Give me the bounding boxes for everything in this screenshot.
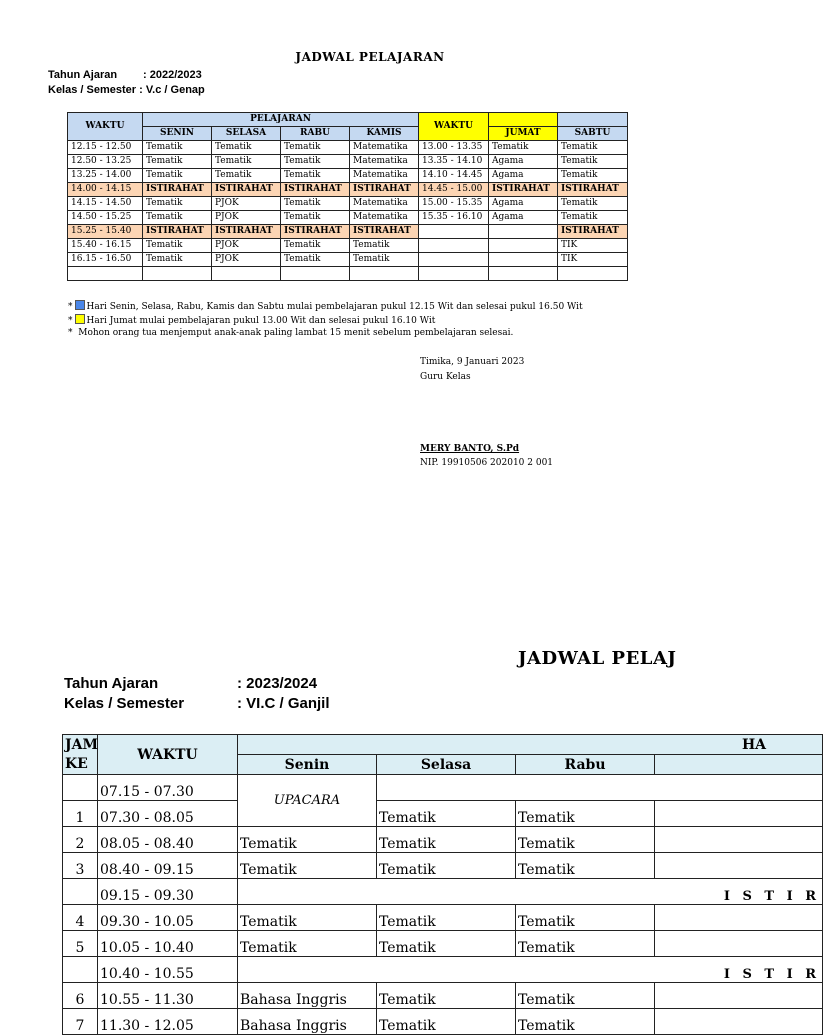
jam-ke-cell	[63, 775, 98, 801]
schedule-cell: Agama	[489, 197, 558, 211]
header-waktu: WAKTU	[68, 113, 143, 141]
schedule-cell	[558, 267, 628, 281]
schedule-row-2	[63, 905, 823, 931]
schedule-row	[68, 239, 628, 253]
note-2-text: Hari Jumat mulai pembelajaran pukul 13.00 Wit dan selesai pukul 16.10 Wit	[86, 316, 436, 326]
schedule-cell: PJOK	[212, 197, 281, 211]
schedule-cell: 13.35 - 14.10	[419, 155, 489, 169]
waktu-cell: 09.15 - 09.30	[98, 879, 238, 905]
note-3	[68, 328, 513, 338]
schedule-cell: Tematik	[558, 141, 628, 155]
schedule-cell: Tematik	[143, 155, 212, 169]
schedule-cell: 15.00 - 15.35	[419, 197, 489, 211]
rabu-cell: Tematik	[516, 931, 655, 957]
header-pelajaran: PELAJARAN	[143, 113, 419, 127]
schedule-cell	[489, 253, 558, 267]
selasa-cell: Tematik	[377, 853, 516, 879]
jam-ke-cell: 3	[63, 853, 98, 879]
schedule-cell: Tematik	[281, 211, 350, 225]
jam-ke-cell: 2	[63, 827, 98, 853]
waktu-cell: 11.30 - 12.05	[98, 1009, 238, 1035]
schedule-row-2	[63, 931, 823, 957]
schedule-cell	[212, 267, 281, 281]
schedule-cell: Matematika	[350, 155, 419, 169]
senin-cell: Bahasa Inggris	[238, 983, 377, 1009]
schedule-cell: 12.15 - 12.50	[68, 141, 143, 155]
header-hari: HA	[238, 735, 823, 755]
header-jam-ke: JAM KE	[63, 735, 98, 775]
schedule-row	[68, 267, 628, 281]
jam-ke-cell: 5	[63, 931, 98, 957]
place-date: Timika, 9 Januari 2023	[420, 357, 525, 367]
schedule-cell: 14.15 - 14.50	[68, 197, 143, 211]
schedule-cell	[419, 253, 489, 267]
schedule-cell: 15.40 - 16.15	[68, 239, 143, 253]
kamis-cell	[655, 801, 823, 827]
schedule-cell: Tematik	[489, 141, 558, 155]
header-waktu-jumat: WAKTU	[419, 113, 489, 141]
schedule-cell: ISTIRAHAT	[350, 183, 419, 197]
schedule-cell: Tematik	[558, 197, 628, 211]
schedule-cell: Tematik	[143, 211, 212, 225]
schedule-table-body	[68, 141, 628, 281]
schedule-cell: Tematik	[350, 239, 419, 253]
teacher-name: MERY BANTO, S.Pd	[420, 444, 520, 454]
rabu-cell: Tematik	[516, 801, 655, 827]
schedule-cell: ISTIRAHAT	[350, 225, 419, 239]
note-2	[68, 314, 435, 326]
schedule-row-2	[63, 983, 823, 1009]
schedule-table-2	[62, 734, 823, 1035]
waktu-cell: 08.05 - 08.40	[98, 827, 238, 853]
class-semester-label-2: Kelas / Semester	[64, 695, 185, 712]
header-jumat-top	[489, 113, 558, 127]
schedule-cell	[419, 225, 489, 239]
schedule-row-2	[63, 1009, 823, 1035]
rabu-cell: Tematik	[516, 983, 655, 1009]
schedule-cell: ISTIRAHAT	[212, 225, 281, 239]
schedule-cell: Matematika	[350, 197, 419, 211]
header-kamis-2	[655, 755, 823, 775]
academic-year-value-2: : 2023/2024	[237, 675, 318, 692]
schedule-cell: ISTIRAHAT	[281, 183, 350, 197]
jam-ke-cell	[63, 957, 98, 983]
schedule-cell: 14.10 - 14.45	[419, 169, 489, 183]
schedule-row-2	[63, 801, 823, 827]
schedule-cell: Tematik	[212, 141, 281, 155]
schedule-table-2-body	[63, 775, 823, 1035]
kamis-cell	[655, 905, 823, 931]
selasa-cell: Tematik	[377, 801, 516, 827]
schedule-cell	[419, 239, 489, 253]
header-rabu-2: Rabu	[516, 755, 655, 775]
schedule-row	[68, 155, 628, 169]
schedule-cell: Agama	[489, 211, 558, 225]
schedule-cell: Tematik	[558, 211, 628, 225]
schedule-row-2	[63, 775, 823, 801]
rabu-cell: Tematik	[516, 1009, 655, 1035]
schedule-cell	[281, 267, 350, 281]
waktu-cell: 09.30 - 10.05	[98, 905, 238, 931]
waktu-cell: 10.40 - 10.55	[98, 957, 238, 983]
schedule-cell: TIK	[558, 253, 628, 267]
senin-cell: Tematik	[238, 853, 377, 879]
selasa-cell: Tematik	[377, 827, 516, 853]
schedule-cell: 16.15 - 16.50	[68, 253, 143, 267]
schedule-cell: Tematik	[143, 239, 212, 253]
schedule-cell: Tematik	[212, 155, 281, 169]
schedule-cell: Tematik	[143, 169, 212, 183]
jam-ke-cell	[63, 879, 98, 905]
jam-ke-cell: 1	[63, 801, 98, 827]
waktu-cell: 10.55 - 11.30	[98, 983, 238, 1009]
rabu-cell: Tematik	[516, 853, 655, 879]
schedule-cell	[489, 225, 558, 239]
jam-ke-cell: 7	[63, 1009, 98, 1035]
note-1-text: Hari Senin, Selasa, Rabu, Kamis dan Sabtu mulai pembelajaran pukul 12.15 Wit dan selesai pukul 16.50 Wit	[86, 302, 583, 312]
schedule-cell: Tematik	[558, 155, 628, 169]
note-3-text: Mohon orang tua menjemput anak-anak paling lambat 15 menit sebelum pembelajaran selesai.	[78, 328, 514, 338]
schedule-cell: ISTIRAHAT	[281, 225, 350, 239]
waktu-cell: 08.40 - 09.15	[98, 853, 238, 879]
schedule-cell: ISTIRAHAT	[143, 225, 212, 239]
schedule-cell: 15.25 - 15.40	[68, 225, 143, 239]
schedule-cell	[68, 267, 143, 281]
schedule-cell: Tematik	[281, 253, 350, 267]
schedule-cell: 14.00 - 14.15	[68, 183, 143, 197]
schedule-cell: Tematik	[281, 141, 350, 155]
selasa-cell: Tematik	[377, 1009, 516, 1035]
schedule-cell	[350, 267, 419, 281]
istirahat-cell: I S T I R	[238, 957, 823, 983]
schedule-cell: Tematik	[281, 169, 350, 183]
upacara-cell: UPACARA	[238, 775, 377, 827]
selasa-cell: Tematik	[377, 983, 516, 1009]
class-semester	[48, 84, 205, 96]
selasa-cell: Tematik	[377, 905, 516, 931]
header-sabtu-top	[558, 113, 628, 127]
schedule-cell: ISTIRAHAT	[489, 183, 558, 197]
class-semester-value: : V.c / Genap	[139, 84, 205, 96]
schedule-row	[68, 211, 628, 225]
schedule-cell: Tematik	[143, 141, 212, 155]
teacher-nip: NIP. 19910506 202010 2 001	[420, 458, 554, 468]
jam-ke-cell: 4	[63, 905, 98, 931]
schedule-cell: Tematik	[350, 253, 419, 267]
schedule-cell: Tematik	[212, 169, 281, 183]
senin-cell: Tematik	[238, 931, 377, 957]
academic-year-label-2: Tahun Ajaran	[64, 675, 159, 692]
academic-year-label: Tahun Ajaran	[48, 69, 118, 81]
rabu-cell: Tematik	[516, 905, 655, 931]
note-star: *	[68, 316, 73, 326]
schedule-cell: PJOK	[212, 211, 281, 225]
schedule-cell: Matematika	[350, 141, 419, 155]
schedule-cell: Tematik	[143, 197, 212, 211]
jam-ke-cell: 6	[63, 983, 98, 1009]
schedule-cell	[489, 267, 558, 281]
schedule-cell: ISTIRAHAT	[143, 183, 212, 197]
schedule-row-2	[63, 957, 823, 983]
note-1	[68, 300, 583, 312]
schedule-title: JADWAL PELAJARAN	[295, 50, 445, 64]
schedule-row-2	[63, 827, 823, 853]
schedule-cell: Tematik	[281, 197, 350, 211]
class-semester-2	[64, 695, 330, 712]
schedule-cell: Matematika	[350, 211, 419, 225]
schedule-row	[68, 169, 628, 183]
schedule-row-2	[63, 853, 823, 879]
academic-year	[48, 69, 202, 81]
header-jumat: JUMAT	[489, 127, 558, 141]
class-semester-value-2: : VI.C / Ganjil	[237, 695, 330, 712]
schedule-cell: TIK	[558, 239, 628, 253]
kamis-cell	[655, 1009, 823, 1035]
schedule-cell: 13.25 - 14.00	[68, 169, 143, 183]
schedule-title-2: JADWAL PELAJ	[518, 648, 677, 669]
senin-cell: Tematik	[238, 905, 377, 931]
senin-cell: Tematik	[238, 827, 377, 853]
schedule-cell: Agama	[489, 155, 558, 169]
schedule-cell: Tematik	[281, 155, 350, 169]
schedule-cell: PJOK	[212, 239, 281, 253]
header-waktu-2: WAKTU	[98, 735, 238, 775]
istirahat-cell: I S T I R	[238, 879, 823, 905]
note-star: *	[68, 302, 73, 312]
header-rabu: RABU	[281, 127, 350, 141]
header-kamis: KAMIS	[350, 127, 419, 141]
rabu-cell: Tematik	[516, 827, 655, 853]
class-semester-label: Kelas / Semester	[48, 84, 137, 96]
schedule-row	[68, 183, 628, 197]
schedule-table	[67, 112, 628, 281]
header-selasa-2: Selasa	[377, 755, 516, 775]
schedule-row	[68, 141, 628, 155]
kamis-cell	[655, 931, 823, 957]
schedule-row	[68, 253, 628, 267]
schedule-cell: Matematika	[350, 169, 419, 183]
waktu-cell: 07.15 - 07.30	[98, 775, 238, 801]
role: Guru Kelas	[420, 372, 471, 382]
schedule-cell	[143, 267, 212, 281]
academic-year-value: : 2022/2023	[143, 69, 202, 81]
blue-legend-square-icon	[75, 300, 85, 310]
schedule-cell: Tematik	[558, 169, 628, 183]
selasa-cell: Tematik	[377, 931, 516, 957]
kamis-cell	[655, 983, 823, 1009]
schedule-cell: 14.50 - 15.25	[68, 211, 143, 225]
schedule-table-2-viewport	[62, 734, 821, 1034]
header-senin-2: Senin	[238, 755, 377, 775]
schedule-cell: 14.45 - 15.00	[419, 183, 489, 197]
schedule-cell: 13.00 - 13.35	[419, 141, 489, 155]
schedule-cell: PJOK	[212, 253, 281, 267]
schedule-cell: 12.50 - 13.25	[68, 155, 143, 169]
schedule-cell: ISTIRAHAT	[558, 183, 628, 197]
senin-cell: Bahasa Inggris	[238, 1009, 377, 1035]
yellow-legend-square-icon	[75, 314, 85, 324]
schedule-row	[68, 225, 628, 239]
schedule-cell: Agama	[489, 169, 558, 183]
kamis-cell	[655, 853, 823, 879]
kamis-cell	[655, 827, 823, 853]
waktu-cell: 07.30 - 08.05	[98, 801, 238, 827]
schedule-cell	[419, 267, 489, 281]
header-senin: SENIN	[143, 127, 212, 141]
schedule-cell: Tematik	[143, 253, 212, 267]
note-star: *	[68, 328, 73, 338]
header-selasa: SELASA	[212, 127, 281, 141]
schedule-cell: 15.35 - 16.10	[419, 211, 489, 225]
empty-cell	[377, 775, 823, 801]
schedule-row	[68, 197, 628, 211]
schedule-cell: ISTIRAHAT	[558, 225, 628, 239]
academic-year-2	[64, 675, 317, 692]
schedule-cell	[489, 239, 558, 253]
schedule-cell: Tematik	[281, 239, 350, 253]
schedule-cell: ISTIRAHAT	[212, 183, 281, 197]
header-sabtu: SABTU	[558, 127, 628, 141]
waktu-cell: 10.05 - 10.40	[98, 931, 238, 957]
schedule-row-2	[63, 879, 823, 905]
